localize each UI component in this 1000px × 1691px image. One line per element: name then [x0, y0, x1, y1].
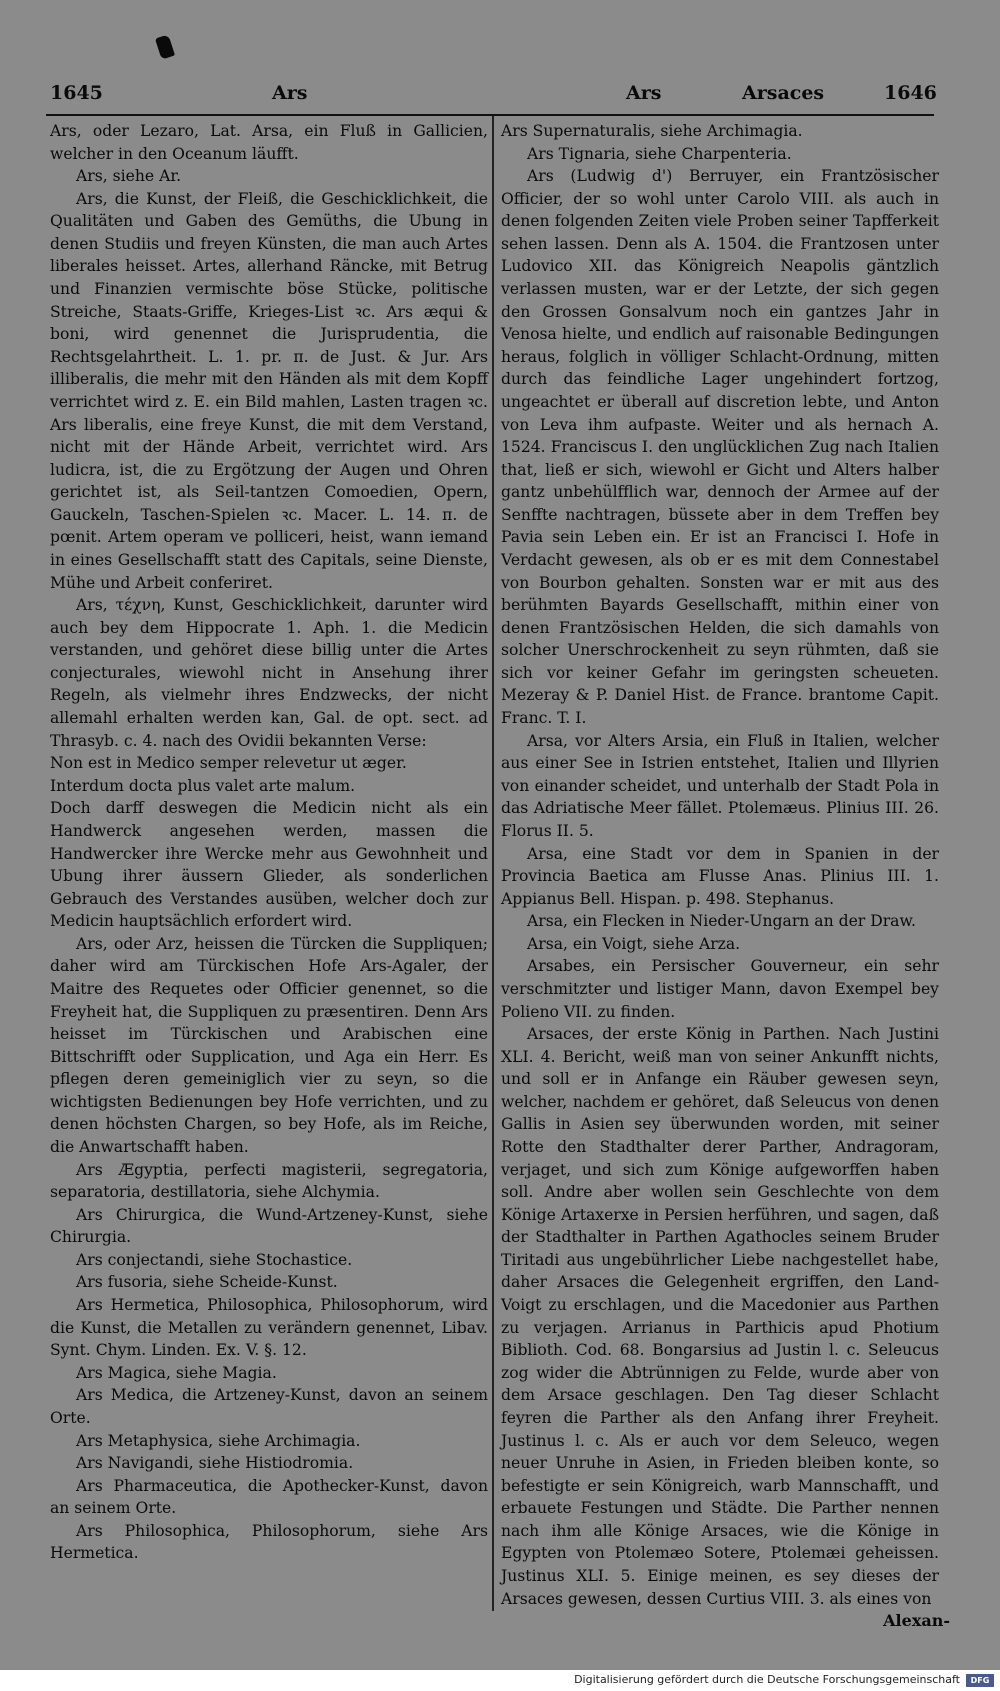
dictionary-entry: Ars Supernaturalis, siehe Archimagia.	[501, 122, 803, 140]
dictionary-entry: Ars Tignaria, siehe Charpenteria.	[527, 144, 792, 163]
dictionary-entry: Ars fusoria, siehe Scheide-Kunst.	[76, 1273, 338, 1292]
dictionary-entry: Interdum docta plus valet arte malum.	[50, 776, 356, 795]
dictionary-entry: Ars Navigandi, siehe Histiodromia.	[76, 1454, 354, 1473]
dictionary-entry: Arsa, vor Alters Arsia, ein Fluß in Italien, welcher aus einer See in Istrien entstehet, Italien und Illyrien von einander scheidet, und unterhalb der Stadt Pola in das Adriatische Meer fället. Ptolemæus. Plinius III. 26. Florus II. 5.	[501, 731, 939, 840]
dictionary-entry: Ars (Ludwig d') Berruyer, ein Frantzösischer Officier, der so wohl unter Carolo VIII. als auch in denen folgenden Zeiten viele Proben seiner Tapfferkeit sehen lassen. Denn als A. 1504. die Frantzosen unter Ludovico XII. das Königreich Neapolis gäntzlich verlassen musten, war er der Letzte, der sich gegen den Grossen Gonsalvum noch ein gantzes Jahr in Venosa hielte, und endlich auf raisonable Bedingungen heraus, folglich in völliger Schlacht-Ordnung, mitten durch das feindliche Lager ungehindert fortzog, ungeachtet er überall auf discretion lebte, und Anton von Leva ihm aufpaste. Weiter und als hernach A. 1524. Franciscus I. den unglücklichen Zug nach Italien that, ließ er sich, wiewohl er Gicht und Alters halber gantz unbehülfflich war, dennoch der Armee auf der Senffte nachtragen, büssete aber in dem Treffen bey Pavia sein Leben ein. Er ist an Francisci I. Hofe in Verdacht gewesen, als ob er es mit dem Connestabel von Bourbon gehalten. Sonsten war er mit aus des berühmten Bayards Gesellschafft, mithin einer von denen Frantzösischen Helden, die sich damahls von solcher Unerschrockenheit zu seyn rühmten, daß sie sich vor keiner Gefahr im geringsten scheueten. Mezeray & P. Daniel Hist. de France. brantome Capit. Franc. T. I.	[501, 167, 939, 728]
dictionary-entry: Ars, oder Arz, heissen die Türcken die Suppliquen; daher wird am Türckischen Hofe Ars-Agaler, der Maitre des Requetes oder Officier genennet, so die Freyheit hat, die Suppliquen zu præsentiren. Denn Ars heisset im Türckischen und Arabischen eine Bittschrifft oder Supplication, und Aga ein Herr. Es pflegen deren gemeiniglich vier zu seyn, so die wichtigsten Bedienungen bey Hofe verrichten, und zu denen höchsten Chargen, so bey Hofe, als im Reiche, die Anwartschafft haben.	[50, 934, 488, 1157]
dictionary-entry: Doch darff deswegen die Medicin nicht als ein Handwerck angesehen werden, massen die Handwercker ihre Wercke mehr aus Gewohnheit und Ubung ihrer äussern Glieder, als sonderlichen Gebrauch des Verstandes ausüben, welcher doch zur Medicin hauptsächlich erfordert wird.	[50, 799, 488, 931]
page-number-right: 1646	[884, 82, 937, 104]
dictionary-entry: Ars Metaphysica, siehe Archimagia.	[76, 1431, 361, 1450]
catchword: Alexan-	[883, 1611, 950, 1630]
ink-blot	[155, 34, 175, 59]
running-head-right-1: Ars	[626, 82, 662, 104]
dictionary-entry: Arsabes, ein Persischer Gouverneur, ein sehr verschmitzter und listiger Mann, davon Exempel bey Polieno VII. zu finden.	[501, 957, 939, 1021]
dictionary-entry: Ars, oder Lezaro, Lat. Arsa, ein Fluß in Gallicien, welcher in den Oceanum läufft.	[50, 122, 488, 163]
page-number-left: 1645	[50, 82, 103, 104]
dictionary-entry: Arsaces, der erste König in Parthen. Nach Justini XLI. 4. Bericht, weiß man von seiner Ankunfft nichts, und soll er in Anfange ein Räuber gewesen seyn, welcher, nachdem er gehöret, daß Seleucus von denen Gallis in Asien sey überwunden worden, mit seiner Rotte den Stadthalter derer Parther, Andragoram, verjaget, und sich zum Könige aufgeworffen haben soll. Andre aber wollen sein Geschlechte von dem Könige Artaxerxe in Persien herführen, und sagen, daß der Stadthalter in Parthen Agathocles seinem Bruder Tiritadi aus ungebührlicher Liebe nachgestellet habe, daher Arsaces die Gelegenheit ergriffen, den Land-Voigt zu erschlagen, und die Macedonier aus Parthen zu verjagen. Arrianus in Parthicis apud Photium Biblioth. Cod. 68. Bongarsius ad Justin l. c. Seleucus zog wider die Abtrünnigen zu Felde, wurde aber von dem Arsace geschlagen. Den Tag dieser Schlacht feyren die Parther als den Anfang ihrer Freyheit. Justinus l. c. Als er auch vor dem Seleuco, wegen neuer Unruhe in Asien, in Frieden bleiben konte, so befestigte er sein Königreich, warb Mannschafft, und erbauete Festungen und Städte. Die Parther nennen nach ihm alle Könige Arsaces, wie die Könige in Egypten von Ptolemæo Sotere, Ptolemæi geheissen. Justinus XLI. 5. Einige meinen, es sey dieses der Arsaces gewesen, dessen Curtius VIII. 3. als eines von	[501, 1025, 939, 1608]
dictionary-entry: Ars Hermetica, Philosophica, Philosophorum, wird die Kunst, die Metallen zu verändern genennet, Libav. Synt. Chym. Linden. Ex. V. §. 12.	[50, 1296, 488, 1360]
right-column	[501, 120, 939, 1610]
dictionary-entry: Ars, die Kunst, der Fleiß, die Geschicklichkeit, die Qualitäten und Gaben des Gemüths, die Ubung in denen Studiis und freyen Künsten, die man auch Artes liberales heisset. Artes, allerhand Räncke, mit Betrug und Finanzien vermischte böse Stücke, politische Streiche, Staats-Griffe, Krieges-List ꝛc. Ars æqui & boni, wird genennet die Jurisprudentia, die Rechtsgelahrtheit. L. 1. pr. π. de Just. & Jur. Ars illiberalis, die mehr mit den Händen als mit dem Kopff verrichtet wird z. E. ein Bild mahlen, Lasten tragen ꝛc. Ars liberalis, eine freye Kunst, die mit dem Verstand, nicht mit der Hände Arbeit, verrichtet wird. Ars ludicra, ist, die zu Ergötzung der Augen und Ohren gerichtet ist, als Seil-tantzen Comoedien, Opern, Gauckeln, Taschen-Spielen ꝛc. Macer. L. 14. π. de pœnit. Artem operam ve polliceri, heist, wann iemand in eines Gesellschafft statt des Capitals, seine Dienste, Mühe und Arbeit conferiret.	[50, 189, 488, 592]
dictionary-entry: Arsa, ein Voigt, siehe Arza.	[527, 934, 741, 953]
dictionary-entry: Arsa, eine Stadt vor dem in Spanien in der Provincia Baetica am Flusse Anas. Plinius III. 1. Appianus Bell. Hispan. p. 498. Stephanus.	[501, 844, 939, 908]
dictionary-entry: Ars Philosophica, Philosophorum, siehe Ars Hermetica.	[50, 1521, 488, 1563]
dictionary-entry: Ars conjectandi, siehe Stochastice.	[76, 1250, 353, 1269]
dfg-logo: DFG	[966, 1674, 994, 1687]
left-column	[50, 120, 488, 1565]
dictionary-entry: Ars Pharmaceutica, die Apothecker-Kunst, davon an seinem Orte.	[50, 1476, 488, 1518]
dictionary-entry: Ars, siehe Ar.	[76, 167, 182, 186]
dictionary-entry: Ars Ægyptia, perfecti magisterii, segregatoria, separatoria, destillatoria, siehe Alchymia.	[50, 1160, 488, 1202]
funding-credit: Digitalisierung gefördert durch die Deutsche Forschungsgemeinschaft	[574, 1673, 960, 1686]
dictionary-entry: Arsa, ein Flecken in Nieder-Ungarn an der Draw.	[527, 912, 916, 931]
column-divider	[492, 116, 494, 1611]
dictionary-entry: Ars Chirurgica, die Wund-Artzeney-Kunst, siehe Chirurgia.	[50, 1205, 488, 1247]
dictionary-entry: Ars, τέχνη, Kunst, Geschicklichkeit, darunter wird auch bey dem Hippocrate 1. Aph. 1. die Medicin verstanden, und gehöret diese billig unter die Artes conjecturales, wiewohl nicht in Ansehung ihrer Regeln, als vielmehr ihres Endzwecks, der nicht allemahl erhalten werden kan, Gal. de opt. sect. ad Thrasyb. c. 4. nach des Ovidii bekannten Verse:	[50, 596, 488, 750]
header-rule	[46, 114, 934, 116]
running-head-right-2: Arsaces	[742, 82, 825, 104]
running-head-left: Ars	[272, 82, 308, 104]
dictionary-entry: Ars Medica, die Artzeney-Kunst, davon an seinem Orte.	[50, 1386, 488, 1427]
dictionary-entry: Ars Magica, siehe Magia.	[76, 1363, 277, 1382]
footer-bar	[0, 1670, 1000, 1691]
dictionary-entry: Non est in Medico semper relevetur ut æger.	[50, 754, 407, 773]
